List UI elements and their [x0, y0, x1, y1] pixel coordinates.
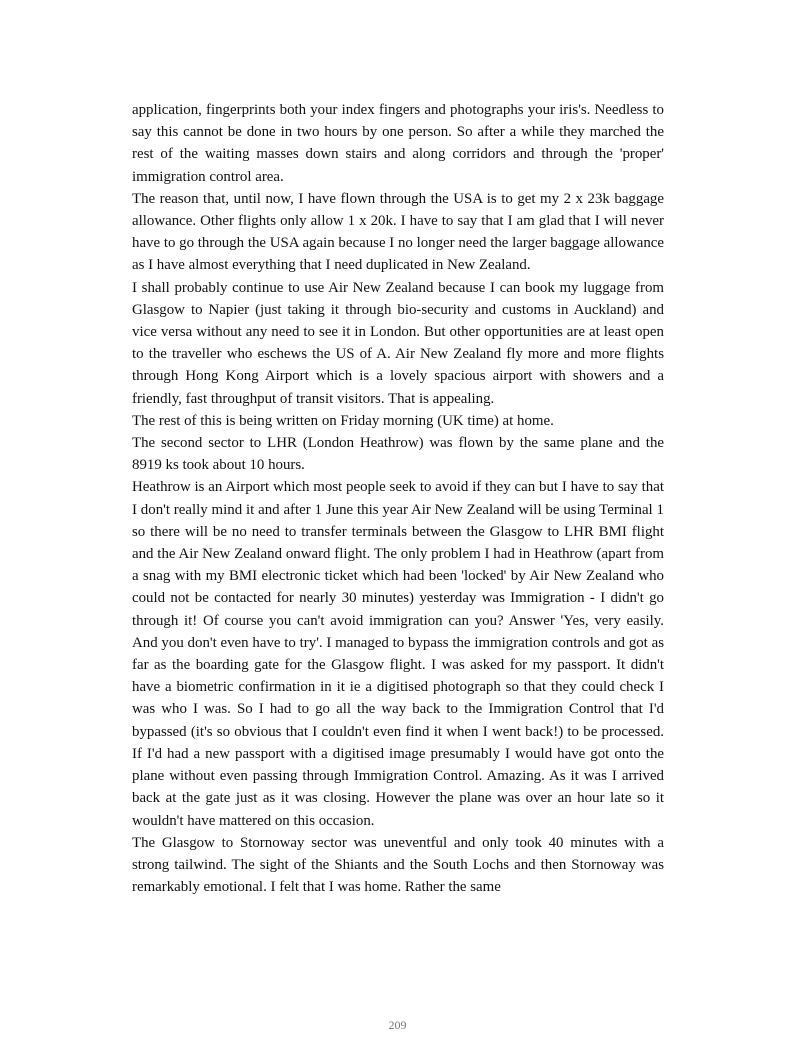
page-number: 209: [388, 1018, 407, 1032]
paragraph-5: The second sector to LHR (London Heathrow) was flown by the same plane and the 8919 ks took about 10 hours.: [132, 435, 664, 474]
paragraph-6: Heathrow is an Airport which most people seek to avoid if they can but I have to say that I don't really mind it and after 1 June this year Air New Zealand will be using Terminal 1 so there will be no need to transfer terminals between the Glasgow to LHR BMI flight and the Air New Zealand onward flight. The only problem I had in Heathrow (apart from a snag with my BMI electronic ticket which had been 'locked' by Air New Zealand who could not be contacted for nearly 30 minutes) yesterday was Immigration - I didn't go through it! Of course you can't avoid immigration can you? Answer 'Yes, very easily. And you don't even have to try'. I managed to bypass the immigration controls and got as far as the boarding gate for the Glasgow flight. I was asked for my passport. It didn't have a biometric confirmation in it ie a digitised photograph so that they could check I was who I was. So I had to go all the way back to the Immigration Control that I'd bypassed (it's so obvious that I couldn't even find it when I went back!) to be processed. If I'd had a new passport with a digitised image presumably I would have got onto the plane without even passing through Immigration Control. Amazing. As it was I arrived back at the gate just as it was closing. However the plane was over an hour late so it wouldn't have mattered on this occasion.: [132, 479, 664, 829]
paragraph-7: The Glasgow to Stornoway sector was uneventful and only took 40 minutes with a strong tailwind. The sight of the Shiants and the South Lochs and then Stornoway was remarkably emotional. I felt that I was home. Rather the same: [132, 834, 664, 896]
paragraph-2: The reason that, until now, I have flown through the USA is to get my 2 x 23k baggage allowance. Other flights only allow 1 x 20k. I have to say that I am glad that I will never have to go through the USA again because I no longer need the larger baggage allowance as I have almost everything that I need duplicated in New Zealand.: [132, 190, 664, 274]
paragraph-3: I shall probably continue to use Air New Zealand because I can book my luggage from Glasgow to Napier (just taking it through bio-security and customs in Auckland) and vice versa without any need to see it in London. But other opportunities are at least open to the traveller who eschews the US of A. Air New Zealand fly more and more flights through Hong Kong Airport which is a lovely spacious airport with showers and a friendly, fast throughput of transit visitors. That is appealing.: [132, 279, 664, 407]
paragraph-1: application, fingerprints both your index fingers and photographs your iris's. Needless to say this cannot be done in two hours by one person. So after a while they marched the rest of the waiting masses down stairs and along corridors and through the 'proper' immigration control area.: [132, 102, 664, 185]
body-text: [132, 99, 664, 898]
paragraph-4: The rest of this is being written on Friday morning (UK time) at home.: [132, 412, 554, 429]
